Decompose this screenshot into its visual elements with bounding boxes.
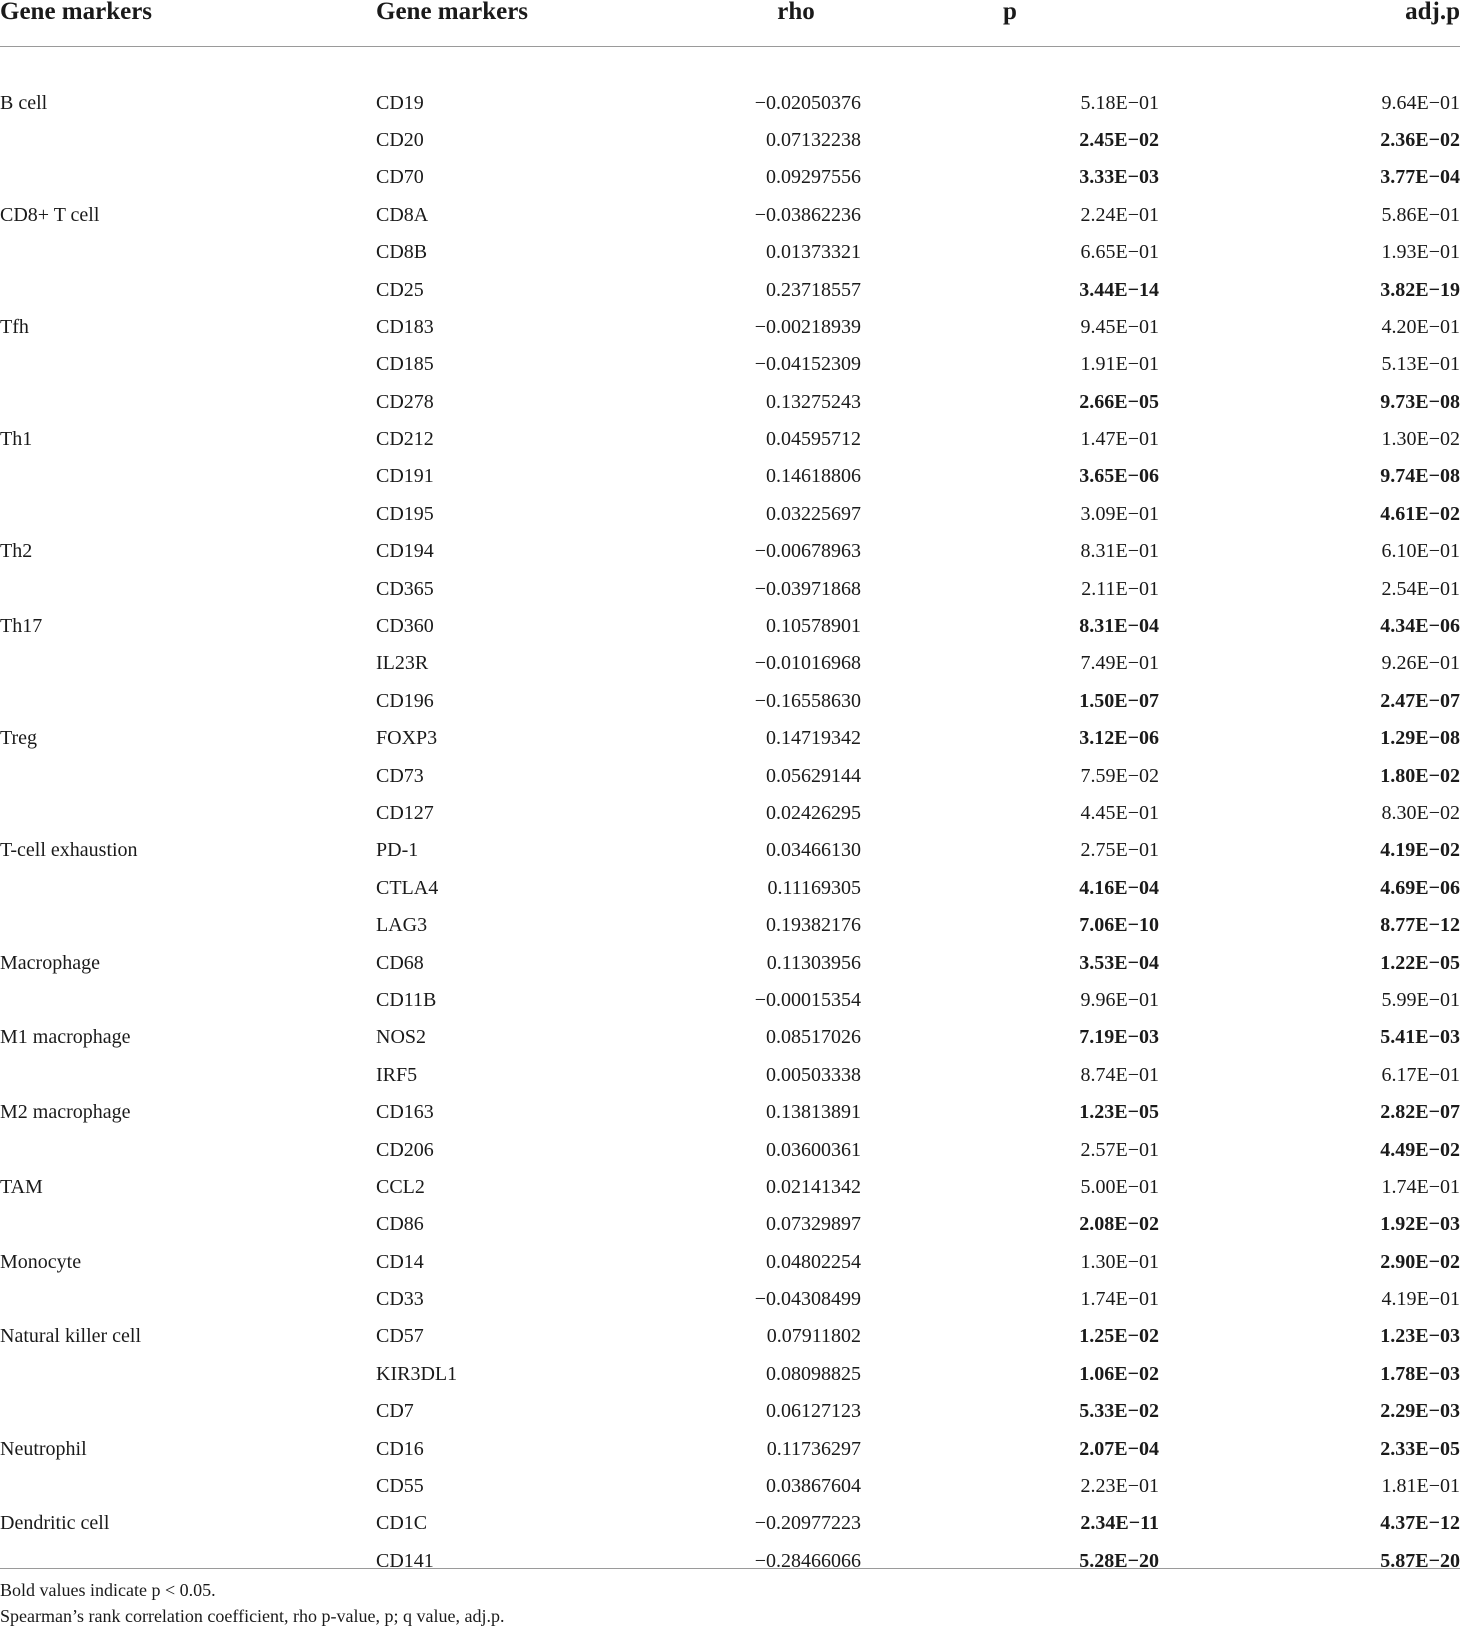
table-row [0,1281,1460,1318]
table-row [0,683,1460,720]
cell-type [0,757,376,794]
footnote-abbreviations: Spearman’s rank correlation coefficient, rho p-value, p; q value, adj.p. [0,1606,505,1626]
table-row [0,309,1460,346]
rho-value: −0.03862236 [754,203,861,226]
table-row [0,870,1460,907]
cell-type: M2 macrophage [0,1101,131,1124]
adj-p-value: 1.22E−05 [1380,951,1460,974]
rho-value: 0.03867604 [766,1475,861,1498]
table-row [0,533,1460,570]
cell-type [0,570,376,607]
rho-value: 0.07132238 [766,128,861,151]
adj-p-value: 1.23E−03 [1380,1325,1460,1348]
gene-marker: CD19 [376,91,424,114]
gene-marker: CD8B [376,241,428,264]
adj-p-value: 5.87E−20 [1380,1549,1460,1572]
cell-type: M1 macrophage [0,1026,131,1049]
p-value: 5.18E−01 [1080,91,1159,114]
adj-p-value: 1.30E−02 [1381,428,1460,451]
p-value: 2.75E−01 [1080,839,1159,862]
rho-value: −0.16558630 [754,689,861,712]
table-row [0,84,1460,121]
cell-type [0,159,376,196]
p-value: 4.16E−04 [1079,876,1159,899]
cell-type [0,907,376,944]
cell-type [0,1131,376,1168]
p-value: 1.23E−05 [1079,1101,1159,1124]
rho-value: 0.01373321 [766,241,861,264]
table-row [0,1094,1460,1131]
gene-marker: CD11B [376,988,437,1011]
adj-p-value: 8.77E−12 [1380,914,1460,937]
p-value: 1.30E−01 [1080,1250,1159,1273]
table-row [0,384,1460,421]
table-row [0,1505,1460,1542]
rho-value: 0.04595712 [766,428,861,451]
cell-type: Monocyte [0,1250,82,1273]
gene-marker: CD33 [376,1288,424,1311]
gene-marker: CD25 [376,278,424,301]
gene-marker: CD185 [376,353,434,376]
rho-value: 0.05629144 [766,764,861,787]
cell-type [0,384,376,421]
rho-value: −0.01016968 [754,652,861,675]
rho-value: −0.04308499 [754,1288,861,1311]
table-row [0,496,1460,533]
adj-p-value: 1.74E−01 [1381,1175,1460,1198]
p-value: 7.59E−02 [1080,764,1159,787]
p-value: 8.74E−01 [1080,1063,1159,1086]
rho-value: 0.09297556 [766,166,861,189]
table-row [0,1543,1460,1580]
gene-marker: CD195 [376,502,434,525]
p-value: 3.65E−06 [1079,465,1159,488]
cell-type: Natural killer cell [0,1325,142,1348]
gene-marker: CD7 [376,1400,414,1423]
rho-value: 0.11169305 [767,876,861,899]
cell-type: Th2 [0,540,33,563]
adj-p-value: 9.64E−01 [1381,91,1460,114]
table-row [0,1468,1460,1505]
p-value: 4.45E−01 [1080,802,1159,824]
adj-p-value: 6.10E−01 [1381,540,1460,563]
cell-type: Dendritic cell [0,1512,110,1535]
p-value: 5.28E−20 [1079,1549,1159,1572]
adj-p-value: 4.37E−12 [1380,1512,1460,1535]
adj-p-value: 2.47E−07 [1380,689,1460,712]
adj-p-value: 9.74E−08 [1380,465,1460,488]
p-value: 2.66E−05 [1079,390,1159,413]
table-row [0,1244,1460,1281]
p-value: 1.74E−01 [1080,1288,1159,1311]
p-value: 1.06E−02 [1079,1362,1159,1385]
table-row [0,1318,1460,1355]
rho-value: 0.19382176 [766,914,861,937]
header-p: p [861,0,1159,47]
header-cell-type: Gene markers [0,0,376,47]
adj-p-value: 4.34E−06 [1380,615,1460,638]
table-row [0,907,1460,944]
adj-p-value: 1.29E−08 [1380,727,1460,750]
cell-type [0,795,376,832]
cell-type: Th1 [0,428,33,451]
table-row [0,720,1460,757]
table-row [0,757,1460,794]
gene-marker: CD86 [376,1213,424,1236]
p-value: 2.24E−01 [1080,203,1159,226]
adj-p-value: 8.30E−02 [1381,802,1460,824]
rho-value: 0.02426295 [766,802,861,824]
cell-type [0,346,376,383]
adj-p-value: 5.99E−01 [1381,988,1460,1011]
cell-type [0,122,376,159]
gene-marker: CD278 [376,390,434,413]
gene-marker: CD20 [376,128,424,151]
table-row [0,1430,1460,1467]
adj-p-value: 5.13E−01 [1381,353,1460,376]
adj-p-value: 6.17E−01 [1381,1063,1460,1086]
rho-value: 0.04802254 [766,1250,861,1273]
cell-type [0,645,376,682]
cell-type [0,458,376,495]
gene-marker: CD191 [376,465,434,488]
rho-value: 0.08517026 [766,1026,861,1049]
table-row [0,1356,1460,1393]
p-value: 2.23E−01 [1080,1475,1159,1498]
header-gene-markers: Gene markers [376,0,731,47]
cell-type [0,1468,376,1505]
p-value: 5.00E−01 [1080,1175,1159,1198]
rho-value: 0.06127123 [766,1400,861,1423]
adj-p-value: 4.19E−01 [1381,1288,1460,1311]
gene-marker: CD127 [376,802,434,824]
rho-value: 0.14719342 [766,727,861,750]
table-row [0,346,1460,383]
cell-type: Th17 [0,615,43,638]
cell-type [0,496,376,533]
adj-p-value: 2.54E−01 [1381,577,1460,600]
adj-p-value: 5.86E−01 [1381,203,1460,226]
rho-value: 0.08098825 [766,1362,861,1385]
adj-p-value: 9.26E−01 [1381,652,1460,675]
adj-p-value: 2.90E−02 [1380,1250,1460,1273]
table-row [0,1019,1460,1056]
gene-marker: CD70 [376,166,424,189]
table-row [0,645,1460,682]
p-value: 7.06E−10 [1079,914,1159,937]
rho-value: 0.02141342 [766,1175,861,1198]
gene-marker: CD55 [376,1475,424,1498]
rho-value: 0.10578901 [766,615,861,638]
p-value: 2.45E−02 [1079,128,1159,151]
cell-type [0,1281,376,1318]
rho-value: 0.07329897 [766,1213,861,1236]
header-rho: rho [731,0,861,47]
gene-marker: LAG3 [376,914,428,937]
cell-type [0,1206,376,1243]
p-value: 2.08E−02 [1079,1213,1159,1236]
p-value: 3.12E−06 [1079,727,1159,750]
gene-marker: CD8A [376,203,429,226]
p-value: 7.19E−03 [1079,1026,1159,1049]
adj-p-value: 1.81E−01 [1381,1475,1460,1498]
adj-p-value: 4.20E−01 [1381,315,1460,338]
cell-type [0,234,376,271]
gene-marker: CD73 [376,764,424,787]
gene-marker: CD212 [376,428,434,451]
adj-p-value: 1.80E−02 [1380,764,1460,787]
rho-value: 0.03466130 [766,839,861,862]
table-row [0,1169,1460,1206]
gene-marker: CD360 [376,615,434,638]
table-row [0,944,1460,981]
gene-marker: IL23R [376,652,429,675]
table-row [0,982,1460,1019]
p-value: 1.25E−02 [1079,1325,1159,1348]
table-row [0,1131,1460,1168]
gene-marker: CD141 [376,1549,434,1572]
gene-marker: CD1C [376,1512,428,1535]
adj-p-value: 4.19E−02 [1380,839,1460,862]
gene-marker: CD196 [376,689,434,712]
adj-p-value: 3.82E−19 [1380,278,1460,301]
gene-marker: CD163 [376,1101,434,1124]
gene-marker: CD183 [376,315,434,338]
cell-type: T-cell exhaustion [0,839,138,862]
gene-marker: KIR3DL1 [376,1362,458,1385]
gene-marker: CTLA4 [376,876,439,899]
rho-value: 0.00503338 [766,1063,861,1086]
adj-p-value: 3.77E−04 [1380,166,1460,189]
table-row [0,197,1460,234]
rho-value: 0.13275243 [766,390,861,413]
gene-marker: FOXP3 [376,727,438,750]
adj-p-value: 4.49E−02 [1380,1138,1460,1161]
cell-type: Treg [0,727,38,750]
table-row [0,159,1460,196]
footnotes [0,1577,504,1629]
p-value: 1.50E−07 [1079,689,1159,712]
rho-value: 0.14618806 [766,465,861,488]
rho-value: −0.00218939 [754,315,861,338]
table-row [0,1057,1460,1094]
cell-type: Macrophage [0,951,100,974]
cell-type [0,271,376,308]
adj-p-value: 9.73E−08 [1380,390,1460,413]
gene-marker: IRF5 [376,1063,418,1086]
p-value: 3.53E−04 [1079,951,1159,974]
p-value: 3.33E−03 [1079,166,1159,189]
rho-value: −0.28466066 [754,1549,861,1572]
table-row [0,1206,1460,1243]
rho-value: 0.03225697 [766,502,861,525]
p-value: 9.96E−01 [1080,988,1159,1011]
adj-p-value: 2.36E−02 [1380,128,1460,151]
rho-value: 0.11303956 [766,951,861,974]
gene-marker: PD-1 [376,839,419,862]
gene-marker: CD68 [376,951,424,974]
cell-type: TAM [0,1175,43,1198]
adj-p-value: 2.29E−03 [1380,1400,1460,1423]
p-value: 1.91E−01 [1080,353,1159,376]
table-row [0,271,1460,308]
rho-value: −0.00015354 [754,988,861,1011]
p-value: 7.49E−01 [1080,652,1159,675]
cell-type [0,1057,376,1094]
rho-value: 0.13813891 [766,1101,861,1124]
rho-value: 0.23718557 [766,278,861,301]
table-row [0,458,1460,495]
header-adj-p: adj.p [1159,0,1460,47]
table-header [0,0,1460,47]
p-value: 2.57E−01 [1080,1138,1159,1161]
cell-type: Tfh [0,315,29,338]
adj-p-value: 4.69E−06 [1380,876,1460,899]
p-value: 8.31E−01 [1080,540,1159,563]
cell-type [0,1356,376,1393]
gene-marker: CCL2 [376,1175,425,1198]
adj-p-value: 5.41E−03 [1380,1026,1460,1049]
adj-p-value: 1.92E−03 [1380,1213,1460,1236]
p-value: 3.09E−01 [1080,502,1159,525]
gene-marker: CD194 [376,540,434,563]
gene-marker: CD57 [376,1325,424,1348]
cell-type: B cell [0,91,48,114]
table-row [0,421,1460,458]
gene-marker: CD16 [376,1437,424,1460]
bottom-rule [0,1568,1460,1569]
table-row [0,832,1460,869]
p-value: 2.07E−04 [1079,1437,1159,1460]
cell-type: Neutrophil [0,1437,87,1460]
cell-type [0,1393,376,1430]
table-row [0,608,1460,645]
cell-type [0,1543,376,1580]
table-row [0,795,1460,832]
table-row [0,122,1460,159]
gene-marker: CD14 [376,1250,424,1273]
adj-p-value: 4.61E−02 [1380,502,1460,525]
table-body [0,47,1460,1581]
adj-p-value: 2.82E−07 [1380,1101,1460,1124]
p-value: 2.11E−01 [1081,577,1159,600]
p-value: 1.47E−01 [1080,428,1159,451]
cell-type [0,683,376,720]
p-value: 2.34E−11 [1080,1512,1159,1535]
rho-value: −0.20977223 [754,1512,861,1535]
adj-p-value: 1.93E−01 [1381,241,1460,264]
cell-type: CD8+ T cell [0,203,100,226]
cell-type [0,870,376,907]
adj-p-value: 1.78E−03 [1380,1362,1460,1385]
p-value: 5.33E−02 [1079,1400,1159,1423]
footnote-bold: Bold values indicate p < 0.05. [0,1580,216,1600]
p-value: 8.31E−04 [1079,615,1159,638]
gene-marker: CD206 [376,1138,434,1161]
gene-marker: NOS2 [376,1026,427,1049]
cell-type [0,982,376,1019]
table-row [0,570,1460,607]
adj-p-value: 2.33E−05 [1380,1437,1460,1460]
gene-marker: CD365 [376,577,434,600]
p-value: 6.65E−01 [1080,241,1159,264]
rho-value: −0.00678963 [754,540,861,563]
p-value: 3.44E−14 [1079,278,1159,301]
table-row [0,234,1460,271]
rho-value: −0.02050376 [754,91,861,114]
rho-value: 0.11736297 [766,1437,861,1460]
p-value: 9.45E−01 [1080,315,1159,338]
table-row [0,1393,1460,1430]
rho-value: 0.07911802 [766,1325,861,1348]
rho-value: −0.03971868 [754,577,861,600]
rho-value: −0.04152309 [754,353,861,376]
rho-value: 0.03600361 [766,1138,861,1161]
